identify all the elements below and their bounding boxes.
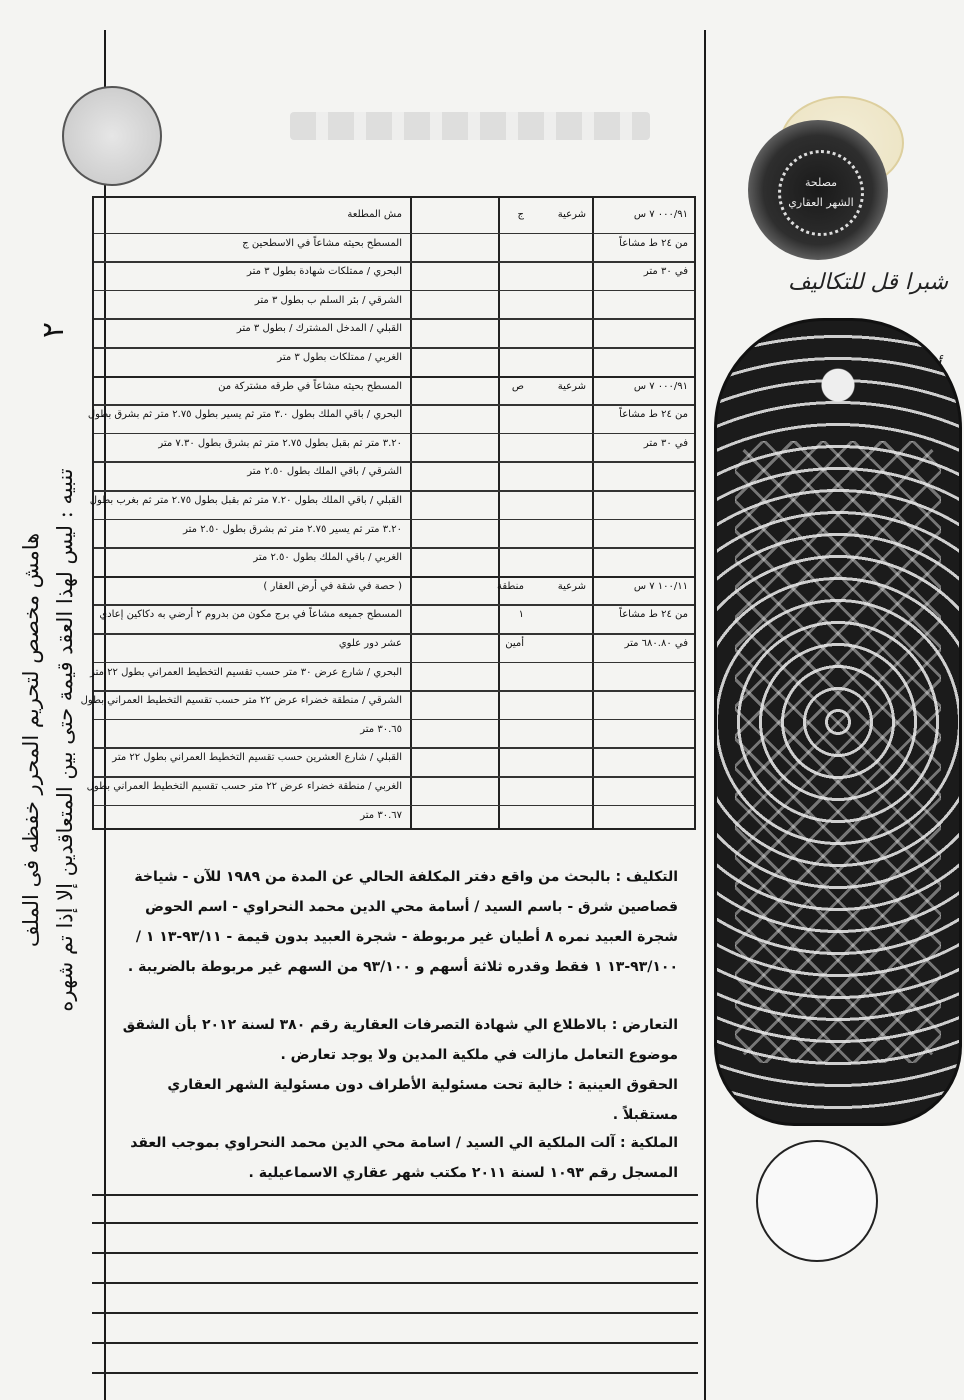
ruled-line (92, 1252, 698, 1254)
table-col-divider (498, 198, 500, 828)
table-col-divider (410, 198, 412, 828)
table-row-line (94, 662, 694, 664)
ornament-pattern (735, 441, 941, 1063)
ruled-line (92, 1194, 698, 1196)
table-row-line (94, 747, 694, 749)
conflict-paragraph: التعارض : بالاطلاع الي شهادة التصرفات العقارية رقم ٣٨٠ لسنة ٢٠١٢ بأن الشقق موضوع التعامل مازالت في ملكية المدين ولا يوجد تعارض . (122, 1017, 678, 1063)
seal-text-2: الشهر العقاري (788, 196, 854, 209)
blank-stamp-circle (756, 1140, 878, 1262)
property-table (80, 196, 696, 830)
table-row-line (94, 376, 694, 378)
table-row-line (94, 547, 694, 549)
table-cell-c2: ج (517, 209, 524, 220)
table-cell-c1: المسطح بحيثه مشاعاً في الاسطحين ج (242, 237, 402, 249)
ruled-line (92, 1312, 698, 1314)
table-col-divider (592, 198, 594, 828)
table-cell-c2: منطقة (497, 580, 524, 592)
table-cell-c1: القبلي / شارع العشرين حسب تقسيم التخطيط العمراني بطول ٢٢ متر (112, 752, 402, 764)
table-row-line (94, 519, 694, 521)
table-row-line (94, 290, 694, 292)
table-cell-c1: القبلي / المدخل المشترك / بطول ٣ متر (236, 323, 402, 335)
table-cell-c4: من ٢٤ ط مشاعاً (619, 237, 688, 249)
table-row-line (94, 318, 694, 320)
table-row-line (94, 604, 694, 606)
table-cell-c3: شرعية (557, 380, 586, 392)
table-cell-c4: في ٣٠ متر (643, 266, 688, 278)
table-row-line (94, 433, 694, 435)
table-cell-c1: ( حصة في شقة في أرض العقار ) (263, 580, 402, 592)
table-cell-c4: من ٢٤ ط مشاعاً (619, 409, 688, 421)
table-cell-c1: الغربي / منطقة خضراء عرض ٢٢ متر حسب تقسيم التخطيط العمراني بطول (86, 781, 402, 792)
table-cell-c1: المسطح بحيثه مشاعاً في طرقه مشتركة من (218, 380, 402, 392)
table-cell-c1: ٣.٢٠ متر ثم بقبل بطول ٢.٧٥ متر ثم بشرق بطول ٧.٣٠ متر (158, 437, 402, 449)
fee-stamp-circle (62, 86, 162, 186)
table-row-line (94, 776, 694, 778)
table-cell-c4: في ٦٨٠.٨٠ متر (624, 638, 688, 649)
table-cell-c3: شرعية (557, 209, 586, 220)
table-cell-c1: الشرقي / بئر السلم ب بطول ٣ متر (254, 294, 402, 306)
table-row-line (94, 461, 694, 463)
ruled-line (92, 1372, 698, 1374)
table-cell-c1: القبلي / باقي الملك بطول ٧.٢٠ متر ثم بقبل بطول ٢.٧٥ متر ثم بغرب بطول (89, 495, 402, 506)
margin-note (14, 340, 94, 1140)
ownership-paragraph: الملكية : آلت الملكية الي السيد / اسامة محي الدين محمد النحراوي بموجب العقد المسجل رقم ١٠٩٣ لسنة ٢٠١١ مكتب شهر عقاري الاسماعيلية . (130, 1135, 678, 1181)
table-cell-c1: ٣٠.٦٥ متر (360, 723, 402, 735)
table-cell-c3: شرعية (557, 580, 586, 592)
rights-paragraph: الحقوق العينية : خالية تحت مسئولية الأطراف دون مسئولية الشهر العقاري مستقبلاً . (167, 1077, 678, 1123)
ruled-line (92, 1222, 698, 1224)
table-cell-c1: الغربي / ممتلكات بطول ٣ متر (277, 352, 402, 363)
table-row-line (94, 719, 694, 721)
ruled-line (92, 1342, 698, 1344)
table-row-line (94, 576, 694, 578)
assignment-paragraph: التكليف : بالبحث من واقع دفتر المكلفة الحالي عن المدة من ١٩٨٩ للآن - شياخة قصاصين شرق - باسم السيد / أسامة محي الدين محمد النحراوي - اسم الحوض شجرة العبيد نمره ٨ أطيان غير مربوطة - شجرة العبيد بدون قيمة - ٩٣/١١-١٣ ١ / ٩٣/١٠٠-١٣ ١ فقط وقدره ثلاثة أسهم و ٩٣/١٠٠ من السهم غير مربوطة بالضريبة . (127, 869, 678, 975)
table-cell-c4: ٠٠٠/٩١ ٧ س (633, 209, 688, 220)
table-cell-c1: البحري / باقي الملك بطول ٣.٠ متر ثم يسير بطول ٢.٧٥ متر ثم بشرق بطول (87, 409, 402, 421)
header-watermark (290, 112, 650, 140)
table-row-line (94, 261, 694, 263)
seal-text-1: مصلحة (804, 176, 838, 189)
table-cell-c1: الشرقي / باقي الملك بطول ٢.٥٠ متر (247, 466, 402, 478)
table-cell-c1: المسطح جميعه مشاعاً في برج مكون من بدروم ٢ أرضي به دكاكين إعادي (99, 609, 402, 621)
table-row-line (94, 805, 694, 807)
table-cell-c2: ١ (518, 609, 524, 621)
ruled-line (92, 1282, 698, 1284)
official-seal (748, 120, 888, 260)
table-cell-c1: البحري / ممتلكات شهادة بطول ٣ متر (247, 266, 402, 278)
table-cell-c4: ٠٠٠/٩١ ٧ س (633, 380, 688, 392)
table-cell-c2: ص (511, 380, 524, 392)
right-frame-line (704, 30, 706, 1400)
table-cell-c1: عشر دور علوي (338, 638, 402, 649)
table-row-line (94, 233, 694, 235)
table-row-line (94, 404, 694, 406)
table-row-line (94, 633, 694, 635)
ornamental-stamp-band (714, 318, 962, 1126)
table-cell-c1: ٣.٢٠ متر ثم يسير ٢.٧٥ متر ثم بشرق بطول ٢.٥٠ متر (183, 523, 402, 535)
table-cell-c1: الشرقي / منطقة خضراء عرض ٢٢ متر حسب تقسيم التخطيط العمراني بطول (80, 695, 402, 707)
margin-note-line2: تنبيه : ليس لهذا العقد قيمة حتى بين المتعاقدين إلا إذا تم شهره (53, 468, 77, 1012)
table-row-line (94, 490, 694, 492)
table-cell-c4: ١٠٠/١١ ٧ س (633, 580, 688, 592)
table-row-line (94, 690, 694, 692)
table-cell-c1: مش المطلعة (347, 209, 402, 220)
official-seal-text (778, 150, 864, 236)
margin-note-line1: هامش مخصص لتحريم المحرر خفظه فى الملف (19, 532, 43, 948)
table-cell-c1: الغربي / باقي الملك بطول ٢.٥٠ متر (253, 552, 402, 564)
margin-number: ٢ (36, 321, 71, 339)
table-cell-c2: أمين (505, 638, 524, 649)
table-cell-c1: البحري / شارع عرض ٣٠ متر حسب تقسيم التخطيط العمراني بطول ٢٢ متر (90, 666, 402, 678)
table-row-line (94, 347, 694, 349)
table-cell-c4: من ٢٤ ط مشاعاً (619, 609, 688, 621)
handwritten-note: شبرا قل للتكاليف (787, 270, 949, 295)
table-cell-c4: في ٣٠ متر (643, 437, 688, 449)
table-cell-c1: ٣٠.٦٧ متر (360, 809, 402, 821)
